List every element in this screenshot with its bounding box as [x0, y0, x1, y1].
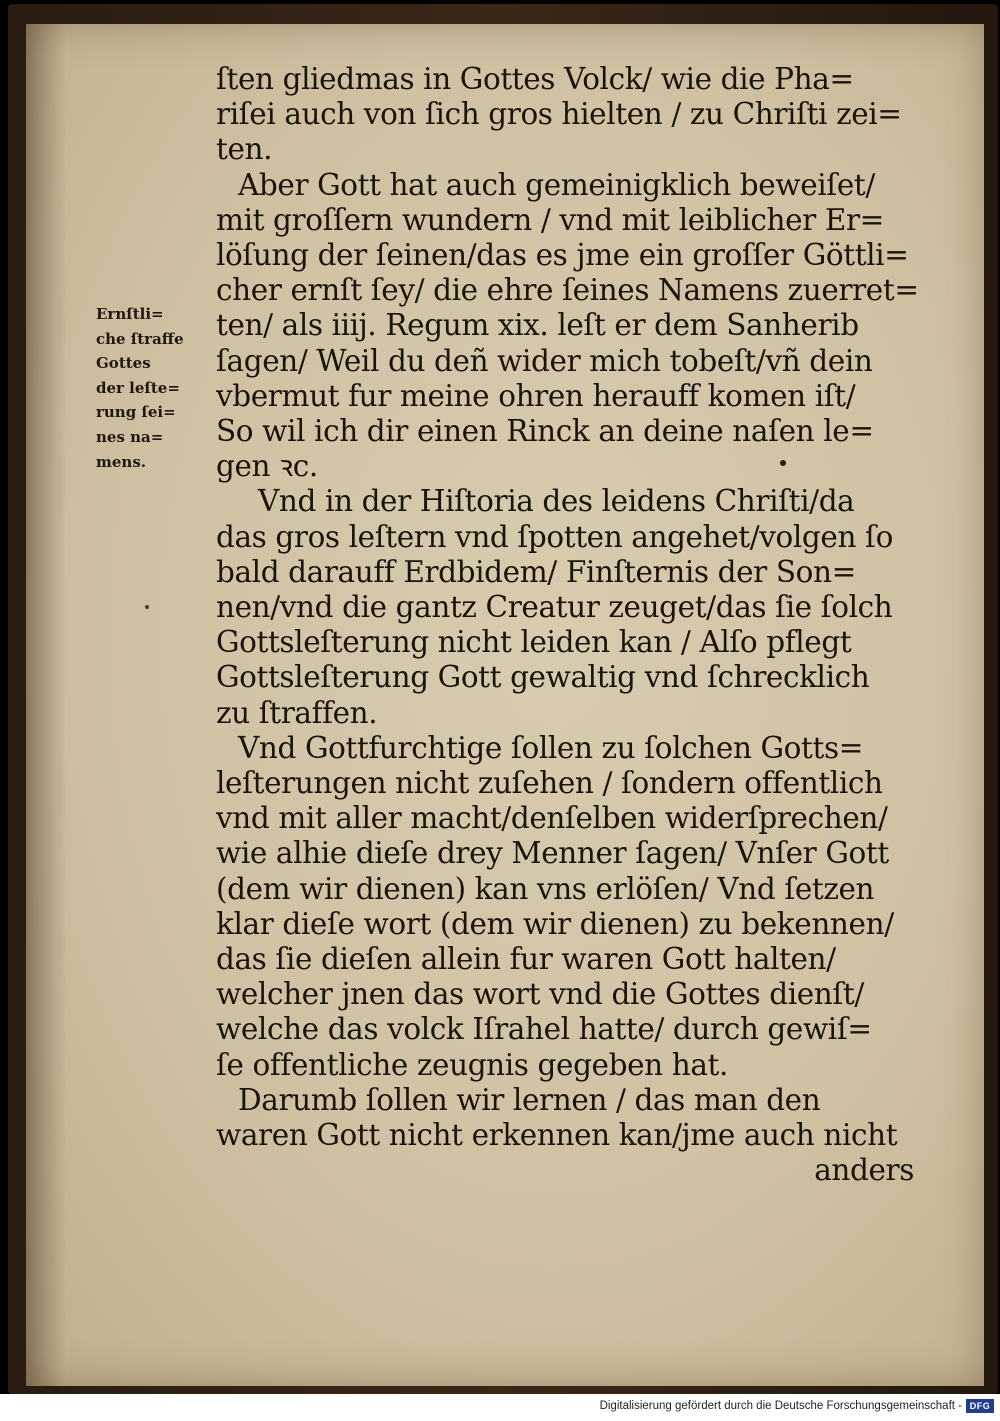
text-line: welche das volck Iſrahel hatte/ durch gewiſ=: [216, 1012, 872, 1047]
catchword: anders: [814, 1153, 914, 1188]
text-line: leſterungen nicht zuſehen / ſondern offentlich: [216, 766, 883, 801]
text-line: vnd mit aller macht/denſelben widerſprechen/: [216, 801, 888, 836]
dfg-logo-icon: DFG: [966, 1399, 994, 1413]
text-line: zu ſtraffen.: [216, 695, 378, 730]
gutter-shadow: [26, 24, 66, 1386]
text-line: welcher jnen das wort vnd die Gottes dienſt/: [216, 977, 864, 1012]
text-line: ſagen/ Weil du deñ wider mich tobeſt/vñ dein: [216, 343, 873, 378]
margin-line: nes na=: [96, 427, 164, 446]
text-line: das ſie dieſen allein fur waren Gott halten/: [216, 942, 836, 977]
text-line: ſe offentliche zeugnis gegeben hat.: [216, 1047, 728, 1082]
paragraph-start-line: Vnd in der Hiſtoria des leidens Chriſti/da: [258, 484, 855, 519]
text-line: ſten gliedmas in Gottes Volck/ wie die Pha=: [216, 62, 854, 96]
text-line: bald darauff Erdbidem/ Finſternis der Son=: [216, 554, 856, 589]
margin-line: rung ſei=: [96, 403, 176, 422]
margin-line: che ſtraffe: [96, 329, 184, 348]
paragraph-start-line: Vnd Gottfurchtige ſollen zu ſolchen Gotts=: [238, 730, 864, 765]
text-line: ten.: [216, 132, 273, 167]
text-line: ten/ als iiij. Regum xix. leſt er dem Sanherib: [216, 308, 859, 343]
text-line: riſei auch von ſich gros hielten / zu Chriſti zei=: [216, 97, 902, 132]
ink-speck: [780, 460, 786, 466]
paragraph-start-line: Aber Gott hat auch gemeinigklich beweiſet/: [238, 167, 875, 202]
text-line: gen ꝛc.: [216, 449, 318, 484]
text-line: nen/vnd die gantz Creatur zeuget/das ſie ſolch: [216, 590, 893, 625]
text-line: vbermut fur meine ohren herauff komen iſt/: [216, 378, 856, 413]
ink-speck: [145, 605, 149, 609]
text-line: das gros leſtern vnd ſpotten angehet/volgen ſo: [216, 519, 893, 554]
margin-line: mens.: [96, 452, 146, 471]
text-line: löſung der ſeinen/das es jme ein groſſer Göttli=: [216, 238, 909, 273]
text-line: cher ernſt ſey/ die ehre ſeines Namens zuerret=: [216, 273, 919, 308]
margin-line: Ernſtli=: [96, 305, 164, 323]
paragraph-start-line: Darumb ſollen wir lernen / das man den: [238, 1082, 821, 1117]
margin-line: der leſte=: [96, 378, 180, 397]
text-line: waren Gott nicht erkennen kan/jme auch nicht: [216, 1118, 898, 1153]
text-line: wie alhie dieſe drey Menner ſagen/ Vnſer Gott: [216, 836, 889, 871]
text-line: (dem wir dienen) kan vns erlöſen/ Vnd ſetzen: [216, 871, 875, 906]
margin-note: [96, 302, 214, 474]
text-line: So wil ich dir einen Rinck an deine naſen le=: [216, 414, 874, 449]
main-text-block: [216, 62, 928, 1189]
funding-credit: Digitalisierung gefördert durch die Deutsche Forschungsgemeinschaft -: [599, 1400, 962, 1412]
text-line: Gottsleſterung nicht leiden kan / Alſo pflegt: [216, 625, 852, 660]
text-line: klar dieſe wort (dem wir dienen) zu bekennen/: [216, 906, 894, 941]
text-line: mit groſſern wundern / vnd mit leiblicher Er=: [216, 202, 885, 237]
margin-line: Gottes: [96, 354, 151, 373]
text-line: Gottsleſterung Gott gewaltig vnd ſchrecklich: [216, 660, 870, 695]
footer-bar: [0, 1394, 1000, 1421]
